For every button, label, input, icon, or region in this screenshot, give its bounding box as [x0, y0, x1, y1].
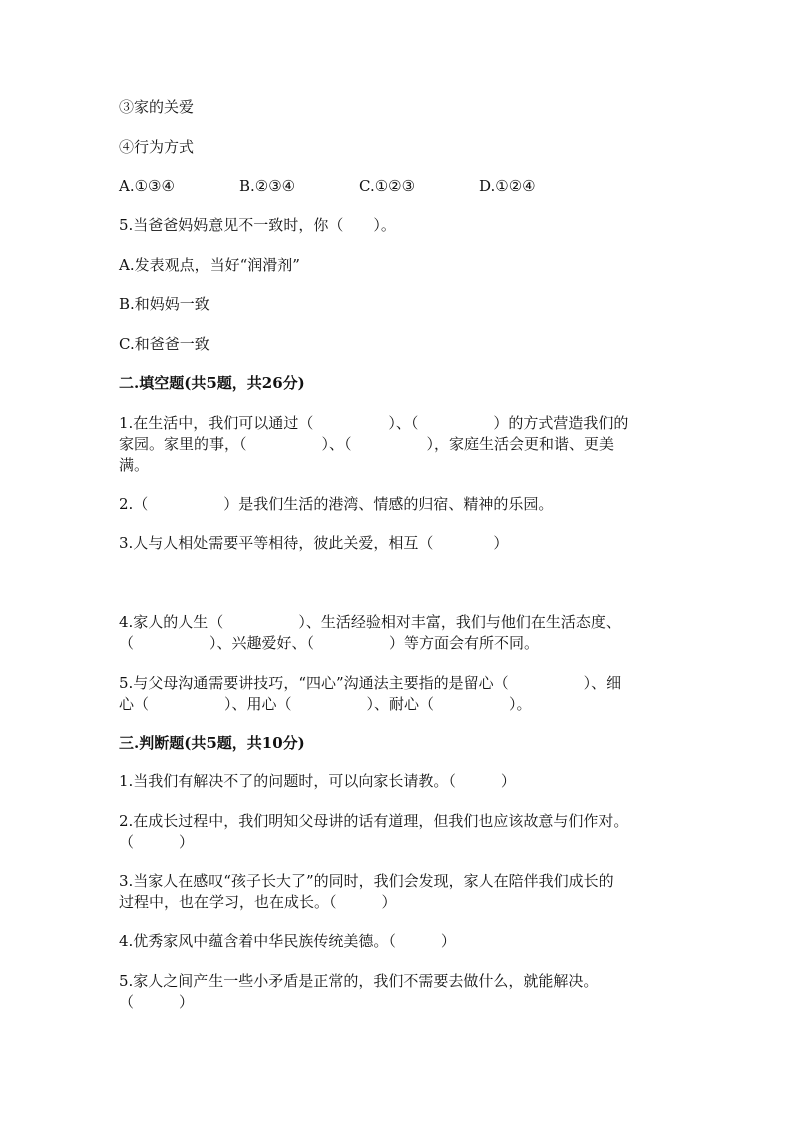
- fill-q4-line-1: 4.家人的人生（ ）、生活经验相对丰富，我们与他们在生活态度、: [119, 613, 621, 631]
- q4-option-b: B.②③④: [239, 177, 296, 195]
- q4-option-c: C.①②③: [359, 177, 416, 195]
- q4-options: [119, 176, 679, 197]
- q5-option-a: A.发表观点，当好“润滑剂”: [119, 256, 300, 274]
- q5-option-c: C.和爸爸一致: [119, 335, 210, 353]
- judge-q3-line-1: 3.当家人在感叹“孩子长大了”的同时，我们会发现，家人在陪伴我们成长的: [119, 872, 614, 890]
- q4-option-a: A.①③④: [119, 177, 175, 195]
- section-2-heading: 二.填空题(共5题，共26分): [119, 374, 305, 392]
- judge-q4: 4.优秀家风中蕴含着中华民族传统美德。（ ）: [119, 932, 456, 950]
- q4-option-d: D.①②④: [479, 177, 536, 195]
- fill-q2: 2.（ ）是我们生活的港湾、情感的归宿、精神的乐园。: [119, 495, 554, 513]
- judge-q2-line-2: （ ）: [119, 833, 195, 851]
- fill-q5-line-1: 5.与父母沟通需要讲技巧，“四心”沟通法主要指的是留心（ ）、细: [119, 674, 622, 692]
- judge-q2-line-1: 2.在成长过程中，我们明知父母讲的话有道理，但我们也应该故意与们作对。: [119, 812, 629, 830]
- fill-q1-line-3: 满。: [119, 456, 150, 474]
- judge-q1: 1.当我们有解决不了的问题时，可以向家长请教。（ ）: [119, 772, 516, 790]
- q4-item-3: ③家的关爱: [119, 98, 195, 116]
- q5-option-b: B.和妈妈一致: [119, 295, 210, 313]
- q5-stem: 5.当爸爸妈妈意见不一致时，你（ ）。: [119, 216, 396, 234]
- fill-q4-line-2: （ ）、兴趣爱好、（ ）等方面会有所不同。: [119, 634, 540, 652]
- judge-q5-line-1: 5.家人之间产生一些小矛盾是正常的，我们不需要去做什么，就能解决。: [119, 972, 599, 990]
- q4-item-4: ④行为方式: [119, 138, 195, 156]
- fill-q1-line-2: 家园。家里的事，（ ）、（ ），家庭生活会更和谐、更美: [119, 435, 615, 453]
- judge-q5-line-2: （ ）: [119, 993, 195, 1011]
- fill-q5-line-2: 心（ ）、用心（ ）、耐心（ ）。: [119, 695, 532, 713]
- fill-q1-line-1: 1.在生活中，我们可以通过（ ）、（ ）的方式营造我们的: [119, 414, 629, 432]
- fill-q3: 3.人与人相处需要平等相待，彼此关爱，相互（ ）: [119, 534, 509, 552]
- judge-q3-line-2: 过程中，也在学习，也在成长。（ ）: [119, 893, 397, 911]
- section-3-heading: 三.判断题(共5题，共10分): [119, 734, 305, 752]
